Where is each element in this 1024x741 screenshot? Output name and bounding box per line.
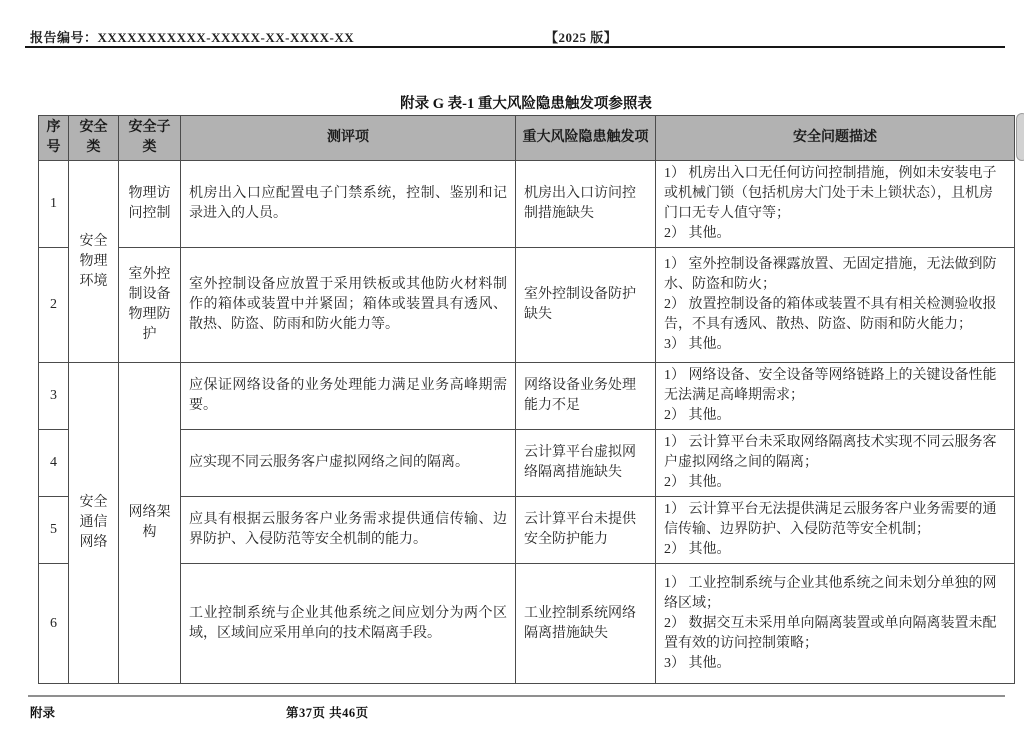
description-line: 1） 网络设备、安全设备等网络链路上的关键设备性能无法满足高峰期需求； bbox=[664, 368, 997, 403]
description-cell bbox=[656, 363, 1015, 430]
description-cell bbox=[656, 430, 1015, 497]
description-line: 1） 工业控制系统与企业其他系统之间未划分单独的网络区域； bbox=[664, 575, 997, 611]
eval-item-cell: 应实现不同云服务客户虚拟网络之间的隔离。 bbox=[181, 430, 516, 497]
table-title: 附录 G 表-1 重大风险隐患触发项参照表 bbox=[400, 96, 652, 112]
description-cell bbox=[656, 161, 1015, 248]
category-cell: 安全物理环境 bbox=[69, 161, 119, 363]
table-row bbox=[39, 248, 1015, 363]
description-line: 3） 其他。 bbox=[664, 337, 731, 352]
table-row bbox=[39, 497, 1015, 564]
description-line: 1） 云计算平台无法提供满足云服务客户业务需要的通信传输、边界防护、入侵防范等安全机制； bbox=[664, 502, 997, 537]
scrollbar-thumb[interactable] bbox=[1016, 113, 1024, 161]
table-row bbox=[39, 564, 1015, 684]
description-line: 1） 机房出入口无任何访问控制措施，例如未安装电子或机械门锁（包括机房大门处于未上锁状态），且机房门口无专人值守等； bbox=[664, 166, 997, 221]
description-line: 2） 数据交互未采用单向隔离装置或单向隔离装置未配置有效的访问控制策略； bbox=[664, 615, 997, 651]
description-line: 2） 其他。 bbox=[664, 226, 731, 241]
row-no: 2 bbox=[39, 248, 69, 363]
subcategory-cell: 网络架构 bbox=[119, 363, 181, 684]
description-cell bbox=[656, 564, 1015, 684]
table-row bbox=[39, 363, 1015, 430]
eval-item-cell: 应具有根据云服务客户业务需求提供通信传输、边界防护、入侵防范等安全机制的能力。 bbox=[181, 497, 516, 564]
trigger-cell: 云计算平台虚拟网络隔离措施缺失 bbox=[516, 430, 656, 497]
description-line: 3） 其他。 bbox=[664, 655, 731, 671]
trigger-cell: 机房出入口访问控制措施缺失 bbox=[516, 161, 656, 248]
trigger-cell: 云计算平台未提供安全防护能力 bbox=[516, 497, 656, 564]
trigger-cell: 工业控制系统网络隔离措施缺失 bbox=[516, 564, 656, 684]
eval-item-cell: 室外控制设备应放置于采用铁板或其他防火材料制作的箱体或装置中并紧固；箱体或装置具有透风、散热、防盗、防雨和防火能力等。 bbox=[181, 248, 516, 363]
row-no: 5 bbox=[39, 497, 69, 564]
description-line: 2） 其他。 bbox=[664, 408, 731, 423]
row-no: 4 bbox=[39, 430, 69, 497]
description-cell bbox=[656, 248, 1015, 363]
description-line: 2） 其他。 bbox=[664, 542, 731, 557]
table-row bbox=[39, 161, 1015, 248]
risk-reference-table bbox=[38, 115, 1015, 684]
trigger-cell: 室外控制设备防护缺失 bbox=[516, 248, 656, 363]
header-rule bbox=[25, 46, 1005, 48]
header-subcategory: 安全子类 bbox=[119, 116, 181, 161]
page-number: 第37页 共46页 bbox=[286, 706, 369, 720]
row-no: 1 bbox=[39, 161, 69, 248]
header-trigger: 重大风险隐患触发项 bbox=[516, 116, 656, 161]
header-description: 安全问题描述 bbox=[656, 116, 1015, 161]
subcategory-cell: 物理访问控制 bbox=[119, 161, 181, 248]
description-line: 1） 室外控制设备裸露放置、无固定措施，无法做到防水、防盗和防火； bbox=[664, 257, 997, 292]
row-no: 6 bbox=[39, 564, 69, 684]
eval-item-cell: 工业控制系统与企业其他系统之间应划分为两个区域，区域间应采用单向的技术隔离手段。 bbox=[181, 564, 516, 684]
page-header bbox=[30, 27, 1000, 45]
category-cell: 安全通信网络 bbox=[69, 363, 119, 684]
eval-item-cell: 机房出入口应配置电子门禁系统，控制、鉴别和记录进入的人员。 bbox=[181, 161, 516, 248]
page-footer bbox=[28, 695, 1005, 720]
header-category: 安全类 bbox=[69, 116, 119, 161]
description-cell bbox=[656, 497, 1015, 564]
version-badge: 【2025 版】 bbox=[545, 30, 618, 45]
trigger-cell: 网络设备业务处理能力不足 bbox=[516, 363, 656, 430]
header-eval-item: 测评项 bbox=[181, 116, 516, 161]
description-line: 2） 其他。 bbox=[664, 475, 731, 490]
subcategory-cell: 室外控制设备物理防护 bbox=[119, 248, 181, 363]
table-header-row bbox=[39, 116, 1015, 161]
description-line: 2） 放置控制设备的箱体或装置不具有相关检测验收报告，不具有透风、散热、防盗、防雨和防火能力； bbox=[664, 297, 997, 332]
row-no: 3 bbox=[39, 363, 69, 430]
description-line: 1） 云计算平台未采取网络隔离技术实现不同云服务客户虚拟网络之间的隔离； bbox=[664, 435, 997, 470]
eval-item-cell: 应保证网络设备的业务处理能力满足业务高峰期需要。 bbox=[181, 363, 516, 430]
report-number: 报告编号：XXXXXXXXXXX-XXXXX-XX-XXXX-XX bbox=[30, 30, 355, 45]
table-row bbox=[39, 430, 1015, 497]
footer-section-label: 附录 bbox=[30, 706, 56, 720]
header-no: 序号 bbox=[39, 116, 69, 161]
